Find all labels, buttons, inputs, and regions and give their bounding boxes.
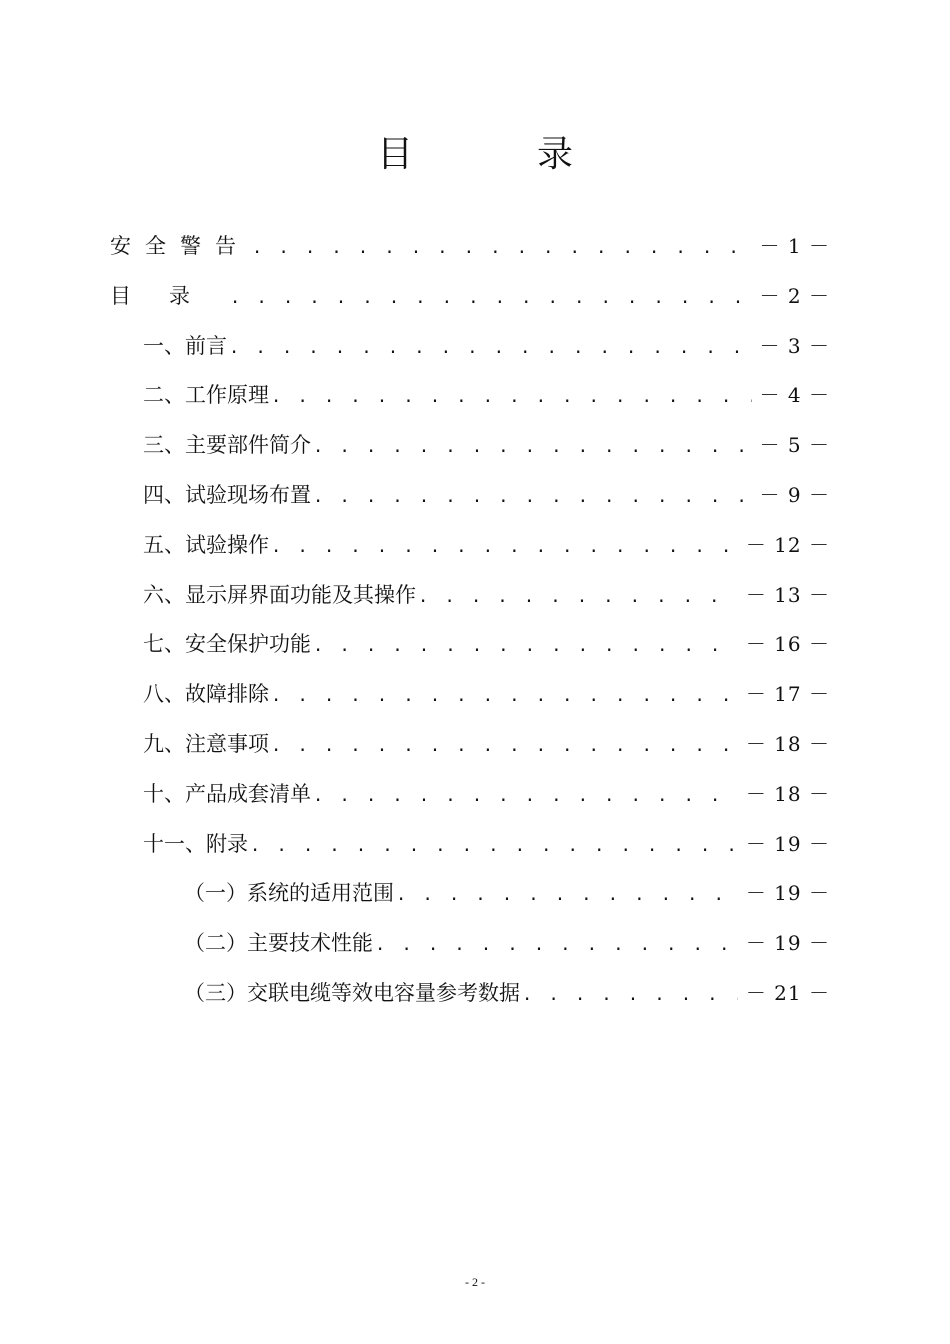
toc-entry-label: 九、注意事项 xyxy=(143,731,269,756)
toc-entry-working-principle[interactable] xyxy=(110,373,830,423)
toc-entry-troubleshooting[interactable] xyxy=(110,672,830,722)
toc-entry-page: － 3 － xyxy=(759,333,830,358)
toc-entry-safety-protection[interactable] xyxy=(110,622,830,672)
toc-entry-page: － 19 － xyxy=(745,931,830,956)
toc-entry-capacitance-data[interactable] xyxy=(110,971,830,1021)
page-number-footer: - 2 - xyxy=(465,1275,485,1289)
toc-entry-site-layout[interactable] xyxy=(110,473,830,523)
dot-leader xyxy=(230,276,752,320)
table-of-contents xyxy=(110,224,830,1021)
toc-entry-label: 十、产品成套清单 xyxy=(143,781,311,806)
toc-entry-page: － 19 － xyxy=(745,831,830,856)
toc-entry-page: － 12 － xyxy=(745,532,830,557)
dot-leader xyxy=(250,824,738,868)
toc-entry-label: 二、工作原理 xyxy=(143,383,269,408)
toc-entry-label: 七、安全保护功能 xyxy=(143,632,311,657)
toc-entry-page: － 16 － xyxy=(745,632,830,657)
dot-leader xyxy=(271,674,738,718)
toc-entry-applicable-scope[interactable] xyxy=(110,871,830,921)
dot-leader xyxy=(313,624,738,668)
toc-entry-main-components[interactable] xyxy=(110,423,830,473)
dot-leader xyxy=(375,923,738,967)
dot-leader xyxy=(271,724,738,768)
toc-entry-display-functions[interactable] xyxy=(110,573,830,623)
toc-entry-appendix[interactable] xyxy=(110,822,830,872)
dot-leader xyxy=(313,774,738,818)
dot-leader xyxy=(252,226,752,270)
toc-entry-label: 目录 xyxy=(110,283,228,308)
dot-leader xyxy=(396,873,738,917)
dot-leader xyxy=(271,525,738,569)
toc-entry-page: － 1 － xyxy=(759,234,830,258)
dot-leader xyxy=(418,575,738,619)
toc-entry-label: 八、故障排除 xyxy=(143,682,269,707)
toc-entry-page: － 2 － xyxy=(759,283,830,308)
toc-entry-label: 一、前言 xyxy=(143,333,227,358)
toc-entry-page: － 4 － xyxy=(759,383,830,408)
toc-entry-label: 四、试验现场布置 xyxy=(143,482,311,507)
toc-entry-label: 安全警告 xyxy=(110,234,250,258)
toc-entry-label: （二）主要技术性能 xyxy=(184,931,373,956)
toc-entry-page: － 21 － xyxy=(745,980,830,1005)
toc-entry-label: 十一、附录 xyxy=(143,831,248,856)
toc-entry-test-operation[interactable] xyxy=(110,523,830,573)
toc-entry-page: － 9 － xyxy=(759,482,830,507)
toc-entry-product-list[interactable] xyxy=(110,772,830,822)
toc-entry-page: － 13 － xyxy=(745,582,830,607)
dot-leader xyxy=(229,326,752,370)
toc-entry-page: － 18 － xyxy=(745,781,830,806)
dot-leader xyxy=(522,973,738,1017)
toc-entry-contents[interactable] xyxy=(110,274,830,324)
toc-entry-page: － 5 － xyxy=(759,433,830,458)
page-title: 目 录 xyxy=(376,134,617,175)
toc-entry-precautions[interactable] xyxy=(110,722,830,772)
toc-entry-technical-performance[interactable] xyxy=(110,921,830,971)
toc-entry-label: （一）系统的适用范围 xyxy=(184,881,394,906)
toc-entry-page: － 17 － xyxy=(745,682,830,707)
toc-entry-label: 五、试验操作 xyxy=(143,532,269,557)
toc-entry-label: （三）交联电缆等效电容量参考数据 xyxy=(184,980,520,1005)
dot-leader xyxy=(313,425,752,469)
toc-entry-label: 六、显示屏界面功能及其操作 xyxy=(143,582,416,607)
toc-entry-page: － 19 － xyxy=(745,881,830,906)
toc-entry-label: 三、主要部件简介 xyxy=(143,433,311,458)
toc-entry-safety-warning[interactable] xyxy=(110,224,830,274)
toc-entry-preface[interactable] xyxy=(110,324,830,374)
dot-leader xyxy=(313,475,752,519)
toc-entry-page: － 18 － xyxy=(745,731,830,756)
dot-leader xyxy=(271,375,752,419)
